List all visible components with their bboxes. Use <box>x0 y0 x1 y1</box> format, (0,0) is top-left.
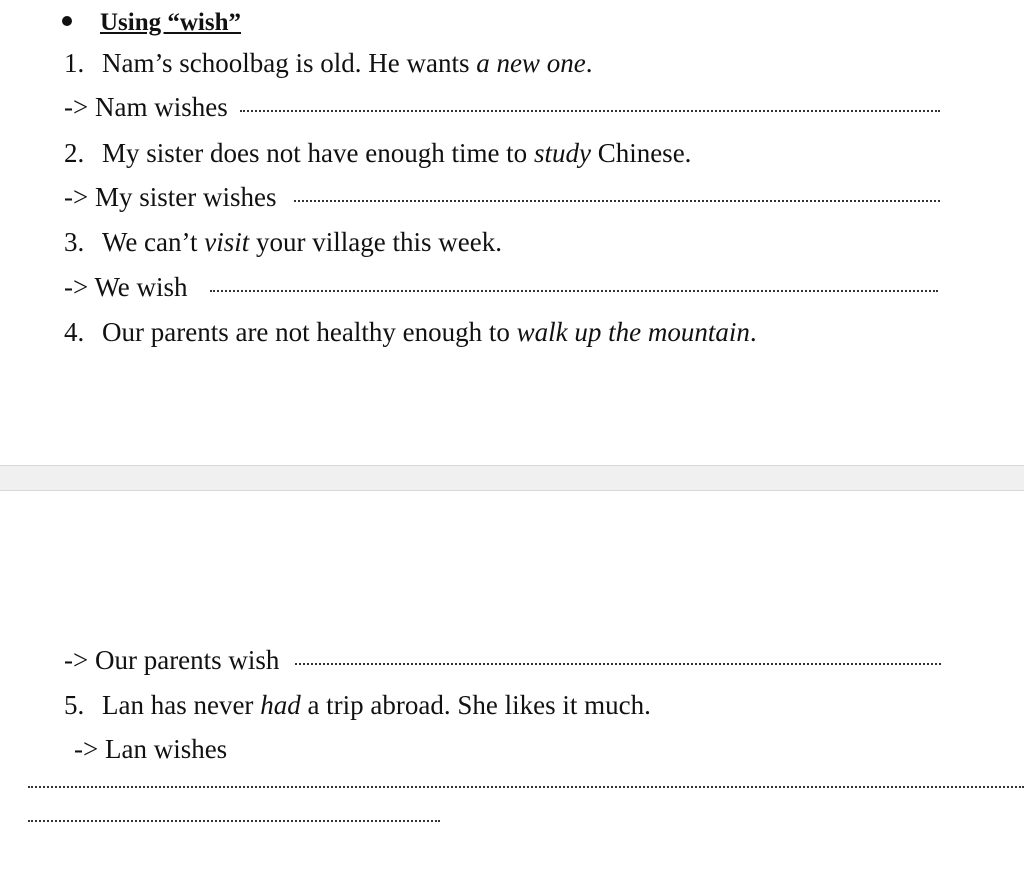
answer-prefix: -> Lan wishes <box>74 734 228 764</box>
answer-blank[interactable] <box>240 110 940 112</box>
answer-2 <box>64 180 940 214</box>
question-number: 1. <box>64 48 85 78</box>
question-number: 3. <box>64 227 85 257</box>
question-2 <box>64 136 691 170</box>
answer-blank[interactable] <box>28 786 1024 788</box>
answer-1 <box>64 90 940 124</box>
question-text: Nam’s schoolbag is old. He wants <box>102 48 477 78</box>
question-1 <box>64 46 592 80</box>
answer-blank[interactable] <box>295 663 941 665</box>
question-emphasis: walk up the mountain <box>516 317 750 347</box>
question-4 <box>64 315 757 349</box>
question-emphasis: had <box>260 690 301 720</box>
question-text-end: . <box>749 317 757 347</box>
answer-prefix: -> Nam wishes <box>64 92 228 122</box>
answer-blank-continued[interactable] <box>28 820 440 822</box>
question-text: My sister does not have enough time to <box>102 138 534 168</box>
answer-4 <box>64 643 941 677</box>
question-3 <box>64 225 502 259</box>
question-emphasis: study <box>533 138 591 168</box>
question-text-end: a trip abroad. She likes it much. <box>300 690 651 720</box>
question-emphasis: visit <box>204 227 250 257</box>
question-emphasis: a new one <box>476 48 586 78</box>
bullet-icon <box>62 16 72 26</box>
page-break <box>0 465 1024 491</box>
question-number: 5. <box>64 690 85 720</box>
answer-prefix: -> We wish <box>64 272 188 302</box>
section-heading <box>62 4 241 40</box>
question-text: We can’t <box>102 227 205 257</box>
answer-3 <box>64 270 938 304</box>
section-heading-text: Using “wish” <box>100 9 242 36</box>
question-text: Lan has never <box>102 690 261 720</box>
answer-prefix: -> My sister wishes <box>64 182 277 212</box>
answer-prefix: -> Our parents wish <box>64 645 280 675</box>
question-text: Our parents are not healthy enough to <box>102 317 517 347</box>
question-text-end: . <box>585 48 593 78</box>
answer-blank[interactable] <box>210 290 938 292</box>
question-number: 4. <box>64 317 85 347</box>
question-text-end: your village this week. <box>249 227 502 257</box>
question-text-end: Chinese. <box>590 138 692 168</box>
question-5 <box>64 688 651 722</box>
answer-blank[interactable] <box>294 200 940 202</box>
question-number: 2. <box>64 138 85 168</box>
answer-5 <box>74 732 227 766</box>
